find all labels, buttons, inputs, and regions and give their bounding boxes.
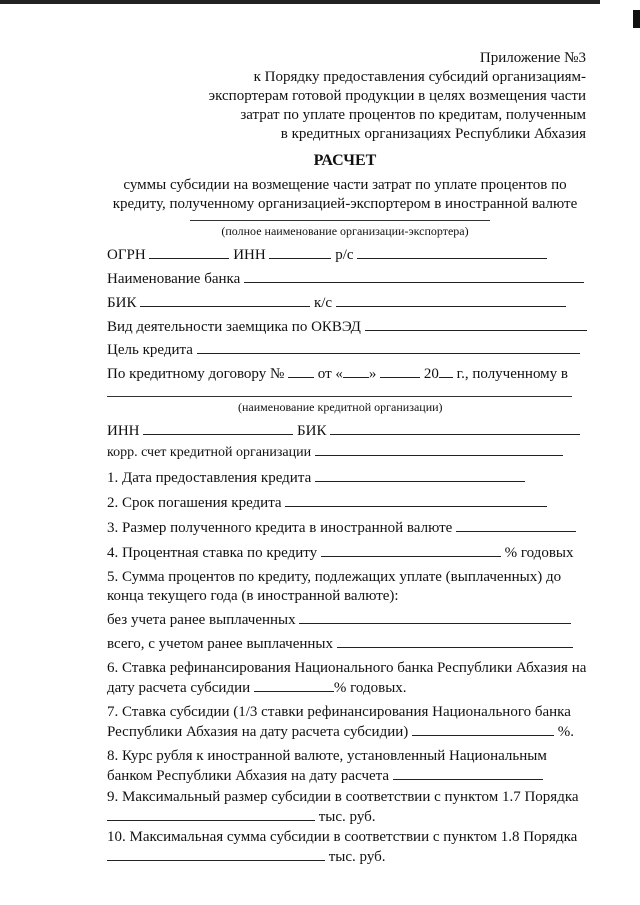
contract-from-label: от « [317,366,343,382]
contract-label: По кредитному договору № [107,366,285,382]
item-suffix: %. [557,724,575,740]
okved-row [107,317,587,336]
purpose-row [107,340,580,359]
item-5-cont: конца текущего года (в иностранной валюте): [107,588,399,604]
document-title: РАСЧЕТ [313,152,377,169]
item-9-field[interactable] [107,807,315,821]
corr-field[interactable] [315,442,563,456]
item-suffix: % годовых. [333,680,407,696]
item-9: 9. Максимальный размер субсидии в соответствии с пунктом 1.7 Порядка [107,789,579,805]
appendix-line: в кредитных организациях Республики Абхазия [280,126,586,142]
inn-label: ИНН [233,247,266,263]
item-3 [107,518,576,537]
item-10: 10. Максимальная сумма субсидии в соответствии с пунктом 1.8 Порядка [107,829,578,845]
bank-name-row [107,269,584,288]
item-2-field[interactable] [285,493,547,507]
org-name-caption: (полное наименование организации-экспортера) [221,224,469,238]
item-6-field[interactable] [254,678,334,692]
ks-label: к/с [313,295,333,311]
item-8-field[interactable] [393,766,543,780]
item-label: Республики Абхазия на дату расчета субсидии) [107,724,409,740]
item-2 [107,493,547,512]
appendix-line: к Порядку предоставления субсидий организациям- [253,69,586,85]
inn-field[interactable] [269,245,331,259]
item-6-cont [107,678,407,697]
item-5-without [107,610,571,629]
bank-bik-label: БИК [297,423,327,439]
subtitle-line: кредиту, полученному организацией-экспортером в иностранной валюте [112,196,578,212]
item-label: без учета ранее выплаченных [107,612,296,628]
item-suffix: тыс. руб. [328,849,386,865]
bank-bik-field[interactable] [330,421,580,435]
credit-org-caption: (наименование кредитной организации) [238,400,443,414]
item-label: дату расчета субсидии [107,680,251,696]
item-label: 3. Размер полученного кредита в иностранной валюте [107,520,453,536]
item-7-field[interactable] [412,722,554,736]
item-label: 1. Дата предоставления кредита [107,470,312,486]
year-prefix: 20 [423,366,439,382]
item-4-field[interactable] [321,543,501,557]
item-suffix: % годовых [504,545,574,561]
item-8: 8. Курс рубля к иностранной валюте, установленный Национальным [107,748,547,764]
item-3-field[interactable] [456,518,576,532]
corr-row [107,442,563,462]
bank-name-label: Наименование банка [107,271,241,287]
item-1 [107,468,525,487]
item-9-cont [107,807,376,826]
item-5-total [107,634,573,653]
ogrn-field[interactable] [149,245,229,259]
ks-field[interactable] [336,293,566,307]
rs-field[interactable] [357,245,547,259]
item-10-field[interactable] [107,847,325,861]
scan-edge [0,0,600,4]
item-7: 7. Ставка субсидии (1/3 ставки рефинансирования Национального банка [107,704,571,720]
item-suffix: тыс. руб. [318,809,376,825]
bank-inn-bik-row [107,421,580,440]
purpose-label: Цель кредита [107,342,193,358]
item-8-cont [107,766,543,785]
appendix-number: Приложение №3 [479,50,586,66]
item-4 [107,543,573,562]
bank-name-field[interactable] [244,269,584,283]
item-5-without-field[interactable] [299,610,571,624]
subtitle-line: суммы субсидии на возмещение части затрат по уплате процентов по [123,177,567,193]
scan-edge-mark [633,10,640,28]
item-5-total-field[interactable] [337,634,573,648]
rs-label: р/с [335,247,354,263]
ogrn-inn-rs-row [107,245,547,264]
item-1-field[interactable] [315,468,525,482]
corr-label: корр. счет кредитной организации [107,445,312,460]
bik-ks-row [107,293,566,312]
bik-field[interactable] [140,293,310,307]
item-5: 5. Сумма процентов по кредиту, подлежащих уплате (выплаченных) до [107,569,562,585]
contract-year-field[interactable] [439,364,453,378]
item-10-cont [107,847,386,866]
appendix-line: экспортерам готовой продукции в целях возмещения части [208,88,586,104]
quote-close: » [368,366,377,382]
item-6: 6. Ставка рефинансирования Национального банка Республики Абхазия на [107,660,587,676]
bik-label: БИК [107,295,137,311]
item-label: всего, с учетом ранее выплаченных [107,636,334,652]
purpose-field[interactable] [197,340,580,354]
item-label: 2. Срок погашения кредита [107,495,282,511]
bank-inn-label: ИНН [107,423,140,439]
appendix-line: затрат по уплате процентов по кредитам, полученным [240,107,586,123]
contract-number-field[interactable] [288,364,314,378]
bank-inn-field[interactable] [143,421,293,435]
item-7-cont [107,722,574,741]
credit-org-name-line[interactable] [107,396,572,397]
ogrn-label: ОГРН [107,247,146,263]
received-in-label: г., полученному в [456,366,568,382]
org-name-line[interactable] [190,220,490,221]
okved-field[interactable] [365,317,587,331]
contract-month-field[interactable] [380,364,420,378]
item-label: 4. Процентная ставка по кредиту [107,545,318,561]
okved-label: Вид деятельности заемщика по ОКВЭД [107,319,361,335]
item-label: банком Республики Абхазия на дату расчета [107,768,390,784]
contract-day-field[interactable] [343,364,369,378]
contract-row [107,364,568,383]
